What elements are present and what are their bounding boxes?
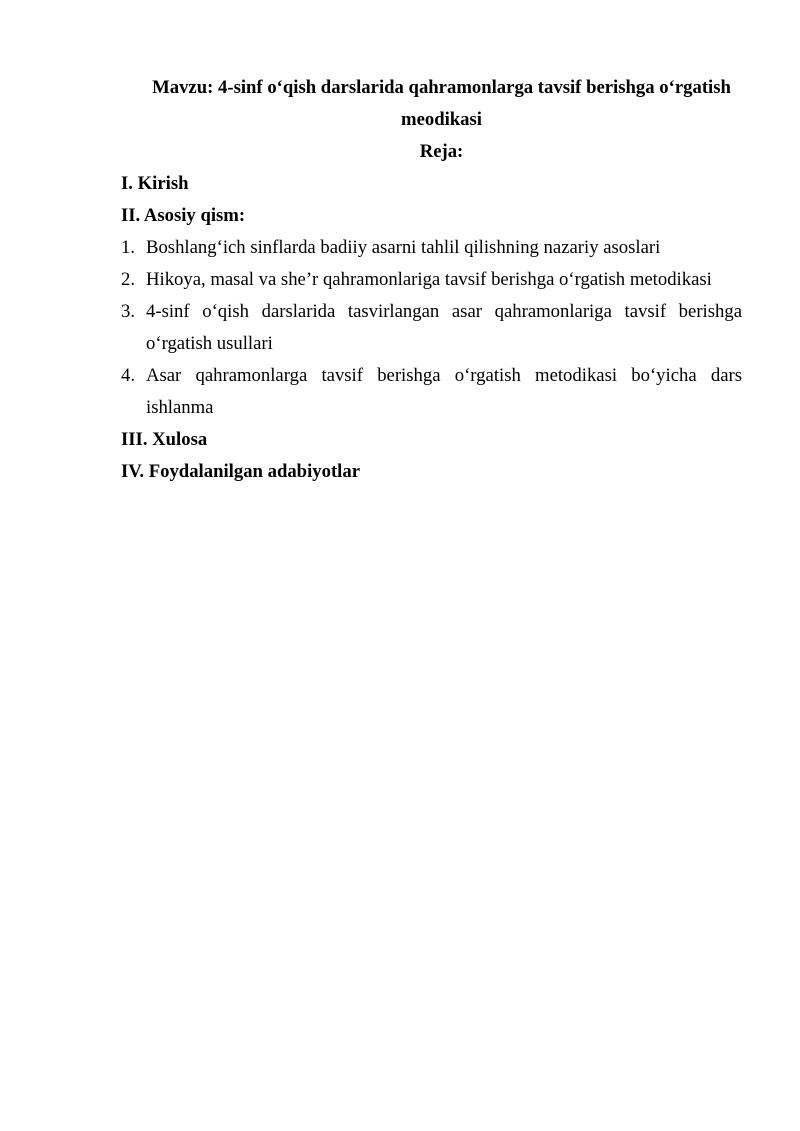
list-item-text-continued: ishlanma (146, 397, 214, 418)
title-line-1: Mavzu: 4-sinf o‘qish darslarida qahramonlarga tavsif berishga o‘rgatish (152, 77, 731, 98)
section-conclusion: III. Xulosa (121, 429, 208, 450)
list-item-number: 3. (121, 301, 136, 322)
section-intro: I. Kirish (121, 173, 189, 194)
list-item (121, 296, 742, 360)
list-item (121, 360, 742, 424)
page-title (121, 72, 742, 136)
section-main: II. Asosiy qism: (121, 205, 246, 226)
list-item-text: Boshlang‘ich sinflarda badiiy asarni tahlil qilishning nazariy asoslari (146, 237, 661, 258)
list-item-number: 4. (121, 365, 136, 386)
list-item-text: 4-sinf o‘qish darslarida tasvirlangan asar qahramonlariga tavsif berishga (146, 301, 742, 322)
plan-list (121, 232, 742, 424)
list-item-number: 1. (121, 237, 136, 258)
list-item (121, 264, 742, 296)
list-item-number: 2. (121, 269, 136, 290)
list-item (121, 232, 742, 264)
list-item-text: Asar qahramonlarga tavsif berishga o‘rgatish metodikasi bo‘yicha dars (146, 365, 742, 386)
list-item-text: Hikoya, masal va she’r qahramonlariga tavsif berishga o‘rgatish metodikasi (146, 269, 712, 290)
section-references: IV. Foydalanilgan adabiyotlar (121, 461, 361, 482)
plan-heading: Reja: (419, 141, 464, 162)
list-item-text-continued: o‘rgatish usullari (146, 333, 273, 354)
title-line-2: meodikasi (401, 109, 482, 130)
